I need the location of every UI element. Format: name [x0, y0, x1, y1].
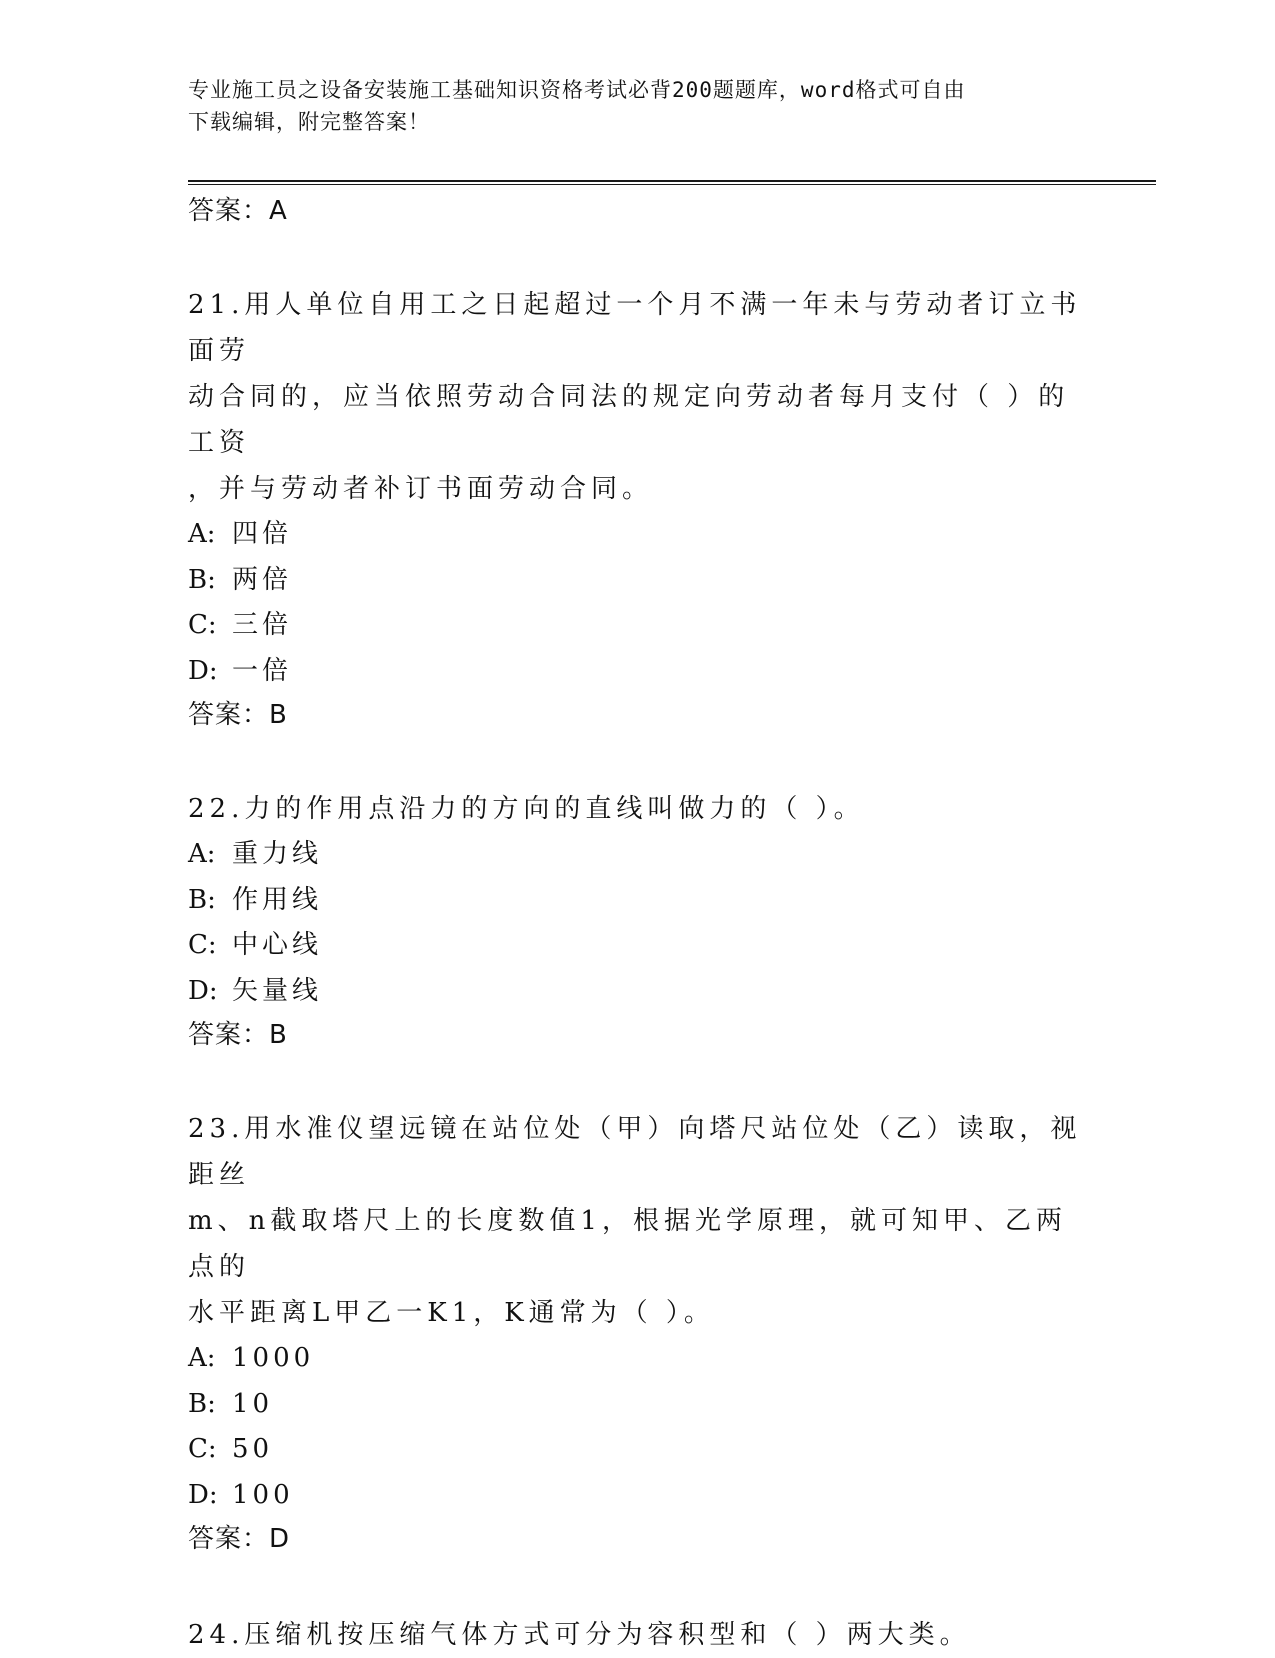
- option-letter: A:: [188, 1343, 216, 1373]
- option-text: 一倍: [232, 655, 293, 686]
- option-text: 三倍: [232, 610, 293, 640]
- header-divider-thin: [188, 184, 1156, 185]
- header-divider-thick: [188, 180, 1156, 182]
- page-header: [188, 74, 1088, 138]
- question-line: m、n截取塔尺上的长度数值1，根据光学原理，就可知甲、乙两点的: [188, 1206, 1067, 1282]
- previous-answer: 答案：A: [188, 196, 288, 226]
- question-line: 24.压缩机按压缩气体方式可分为容积型和（ ）两大类。: [188, 1620, 971, 1650]
- question-line: 21.用人单位自用工之日起超过一个月不满一年未与劳动者订立书面劳: [188, 290, 1082, 366]
- option-c: [188, 923, 1088, 969]
- question-text: [188, 786, 1088, 832]
- option-b: [188, 1382, 1088, 1428]
- option-text: 两倍: [232, 564, 293, 595]
- option-a: [188, 832, 1088, 878]
- header-line-2: 下载编辑，附完整答案！: [188, 110, 430, 134]
- option-letter: A:: [188, 519, 216, 549]
- option-text: 1000: [232, 1343, 315, 1373]
- option-letter: C:: [188, 610, 217, 640]
- question-line: ，并与劳动者补订书面劳动合同。: [188, 474, 654, 504]
- option-letter: D:: [188, 655, 218, 686]
- question-24: [188, 1612, 1088, 1658]
- answer-line: 答案：B: [188, 700, 288, 730]
- option-d: [188, 969, 1088, 1015]
- question-line: 动合同的，应当依照劳动合同法的规定向劳动者每月支付（ ）的工资: [188, 382, 1070, 458]
- option-text: 四倍: [232, 519, 293, 549]
- option-letter: C:: [188, 930, 217, 960]
- option-d: [188, 1473, 1088, 1519]
- option-text: 作用线: [232, 884, 323, 915]
- option-text: 矢量线: [232, 975, 323, 1006]
- option-text: 中心线: [232, 930, 323, 960]
- option-text: 50: [232, 1434, 274, 1464]
- option-b: [188, 878, 1088, 924]
- option-b: [188, 558, 1088, 604]
- option-letter: D:: [188, 975, 218, 1006]
- question-21: [188, 282, 1088, 732]
- option-d: [188, 649, 1088, 695]
- option-letter: B:: [188, 1388, 216, 1419]
- question-line: 水平距离L甲乙一K1，K通常为（ ）。: [188, 1298, 715, 1328]
- option-c: [188, 603, 1088, 649]
- option-letter: C:: [188, 1434, 217, 1464]
- option-text: 10: [232, 1388, 274, 1419]
- question-line: 22.力的作用点沿力的方向的直线叫做力的（ ）。: [188, 794, 865, 824]
- answer-line: 答案：D: [188, 1524, 291, 1554]
- option-letter: A:: [188, 839, 216, 869]
- question-line: 23.用水准仪望远镜在站位处（甲）向塔尺站位处（乙）读取，视距丝: [188, 1114, 1082, 1190]
- option-letter: B:: [188, 884, 216, 915]
- answer-line: 答案：B: [188, 1020, 288, 1050]
- option-a: [188, 1336, 1088, 1382]
- question-list: [188, 194, 1088, 1658]
- question-text: [188, 1612, 1088, 1658]
- question-22: [188, 786, 1088, 1052]
- option-c: [188, 1427, 1088, 1473]
- option-letter: D:: [188, 1479, 218, 1510]
- option-text: 重力线: [232, 839, 323, 869]
- question-text: [188, 282, 1088, 512]
- option-letter: B:: [188, 564, 216, 595]
- header-line-1: 专业施工员之设备安装施工基础知识资格考试必背200题题库，word格式可自由: [188, 78, 966, 102]
- option-a: [188, 512, 1088, 558]
- question-23: [188, 1106, 1088, 1556]
- option-text: 100: [232, 1479, 294, 1510]
- question-text: [188, 1106, 1088, 1336]
